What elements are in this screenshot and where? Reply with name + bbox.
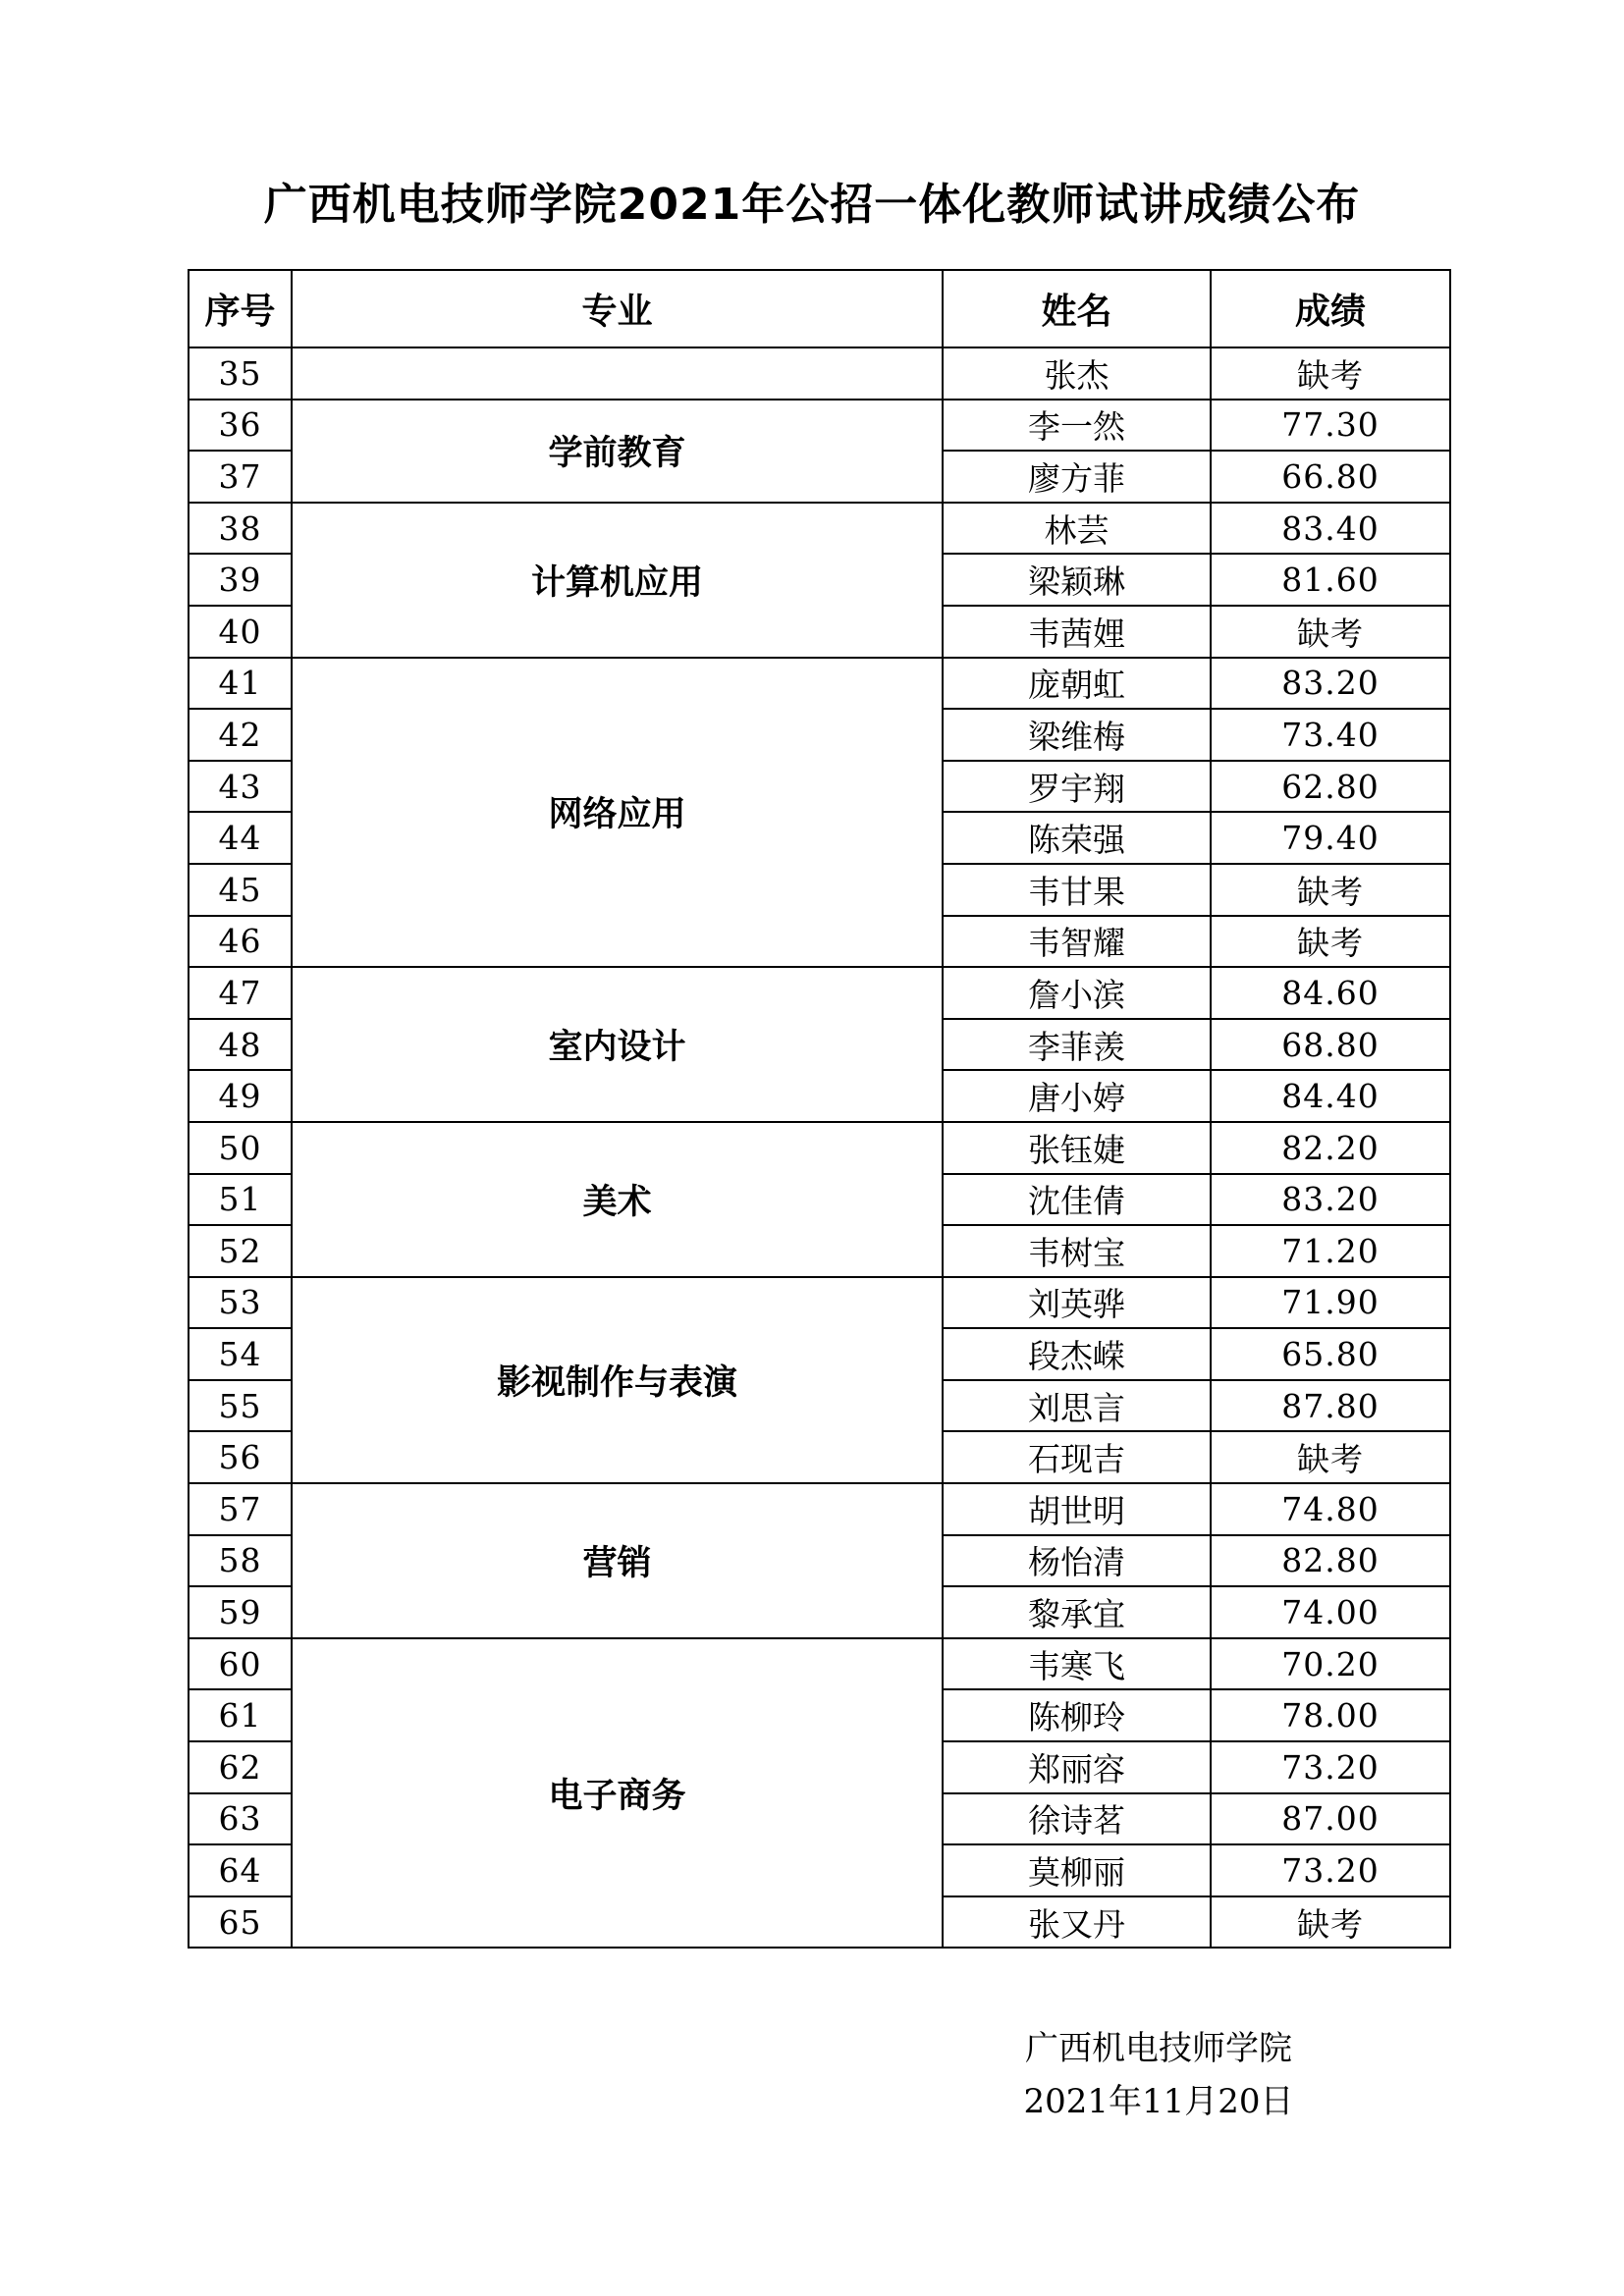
candidate-name: 唐小婷 [943,1070,1211,1122]
candidate-name: 梁颖琳 [943,554,1211,606]
row-number: 50 [189,1122,292,1174]
row-number: 43 [189,761,292,813]
table-row [189,967,1450,1019]
header-score: 成绩 [1211,270,1450,347]
candidate-name: 段杰嵘 [943,1328,1211,1380]
candidate-score: 缺考 [1211,606,1450,658]
candidate-score: 71.20 [1211,1225,1450,1277]
candidate-name: 杨怡清 [943,1535,1211,1587]
candidate-score: 87.00 [1211,1793,1450,1845]
candidate-score: 73.20 [1211,1741,1450,1793]
candidate-score: 82.80 [1211,1535,1450,1587]
candidate-name: 韦甘果 [943,864,1211,916]
row-number: 56 [189,1431,292,1483]
candidate-name: 林芸 [943,503,1211,555]
row-number: 65 [189,1896,292,1949]
row-number: 42 [189,709,292,761]
candidate-name: 张钰婕 [943,1122,1211,1174]
candidate-score: 79.40 [1211,812,1450,864]
candidate-score: 84.60 [1211,967,1450,1019]
row-number: 45 [189,864,292,916]
row-number: 52 [189,1225,292,1277]
table-row [189,1638,1450,1690]
row-number: 44 [189,812,292,864]
candidate-name: 陈柳玲 [943,1689,1211,1741]
candidate-score: 65.80 [1211,1328,1450,1380]
candidate-score: 73.40 [1211,709,1450,761]
candidate-name: 石现吉 [943,1431,1211,1483]
row-number: 57 [189,1483,292,1535]
candidate-score: 74.00 [1211,1586,1450,1638]
table-row [189,1277,1450,1329]
header-name: 姓名 [943,270,1211,347]
row-number: 58 [189,1535,292,1587]
row-number: 41 [189,658,292,710]
candidate-score: 83.40 [1211,503,1450,555]
candidate-name: 詹小滨 [943,967,1211,1019]
candidate-name: 黎承宜 [943,1586,1211,1638]
candidate-name: 张杰 [943,347,1211,400]
header-major: 专业 [292,270,943,347]
row-number: 47 [189,967,292,1019]
footer-date: 2021年11月20日 [1023,2082,1294,2121]
candidate-score: 83.20 [1211,658,1450,710]
candidate-score: 62.80 [1211,761,1450,813]
row-number: 61 [189,1689,292,1741]
row-number: 35 [189,347,292,400]
footer [982,2022,1335,2128]
page-title: 广西机电技师学院2021年公招一体化教师试讲成绩公布 [263,180,1361,230]
row-number: 55 [189,1380,292,1432]
major-cell: 美术 [292,1122,943,1277]
table-row [189,658,1450,710]
major-cell: 营销 [292,1483,943,1638]
candidate-score: 87.80 [1211,1380,1450,1432]
candidate-name: 李一然 [943,400,1211,452]
candidate-name: 梁维梅 [943,709,1211,761]
candidate-name: 韦茜娌 [943,606,1211,658]
candidate-name: 陈荣强 [943,812,1211,864]
row-number: 38 [189,503,292,555]
candidate-name: 韦寒飞 [943,1638,1211,1690]
score-table [188,269,1451,1949]
candidate-name: 刘英骅 [943,1277,1211,1329]
candidate-score: 78.00 [1211,1689,1450,1741]
candidate-score: 81.60 [1211,554,1450,606]
row-number: 64 [189,1844,292,1896]
candidate-score: 84.40 [1211,1070,1450,1122]
row-number: 40 [189,606,292,658]
candidate-name: 韦智耀 [943,916,1211,968]
candidate-score: 68.80 [1211,1019,1450,1071]
row-number: 59 [189,1586,292,1638]
table-header-row [189,270,1450,347]
header-number: 序号 [189,270,292,347]
candidate-score: 73.20 [1211,1844,1450,1896]
table-row [189,503,1450,555]
candidate-score: 71.90 [1211,1277,1450,1329]
candidate-name: 韦树宝 [943,1225,1211,1277]
candidate-score: 缺考 [1211,1896,1450,1949]
row-number: 39 [189,554,292,606]
table-body [189,347,1450,1948]
candidate-score: 74.80 [1211,1483,1450,1535]
major-cell: 学前教育 [292,400,943,503]
candidate-name: 李菲羡 [943,1019,1211,1071]
candidate-score: 70.20 [1211,1638,1450,1690]
row-number: 37 [189,451,292,503]
candidate-name: 张又丹 [943,1896,1211,1949]
row-number: 63 [189,1793,292,1845]
row-number: 53 [189,1277,292,1329]
candidate-name: 胡世明 [943,1483,1211,1535]
row-number: 54 [189,1328,292,1380]
row-number: 60 [189,1638,292,1690]
table-row [189,1122,1450,1174]
row-number: 62 [189,1741,292,1793]
candidate-score: 缺考 [1211,1431,1450,1483]
table-row [189,1483,1450,1535]
candidate-score: 66.80 [1211,451,1450,503]
candidate-name: 郑丽容 [943,1741,1211,1793]
candidate-name: 庞朝虹 [943,658,1211,710]
candidate-score: 83.20 [1211,1174,1450,1226]
candidate-name: 廖方菲 [943,451,1211,503]
candidate-score: 82.20 [1211,1122,1450,1174]
table-row [189,347,1450,400]
major-cell [292,347,943,400]
major-cell: 网络应用 [292,658,943,968]
candidate-score: 缺考 [1211,864,1450,916]
row-number: 46 [189,916,292,968]
row-number: 51 [189,1174,292,1226]
table-row [189,400,1450,452]
candidate-score: 77.30 [1211,400,1450,452]
row-number: 49 [189,1070,292,1122]
candidate-name: 莫柳丽 [943,1844,1211,1896]
candidate-name: 沈佳倩 [943,1174,1211,1226]
major-cell: 影视制作与表演 [292,1277,943,1483]
candidate-name: 徐诗茗 [943,1793,1211,1845]
candidate-name: 罗宇翔 [943,761,1211,813]
candidate-score: 缺考 [1211,347,1450,400]
candidate-name: 刘思言 [943,1380,1211,1432]
major-cell: 室内设计 [292,967,943,1122]
row-number: 36 [189,400,292,452]
footer-organization: 广西机电技师学院 [1025,2029,1292,2068]
candidate-score: 缺考 [1211,916,1450,968]
row-number: 48 [189,1019,292,1071]
major-cell: 电子商务 [292,1638,943,1949]
major-cell: 计算机应用 [292,503,943,658]
